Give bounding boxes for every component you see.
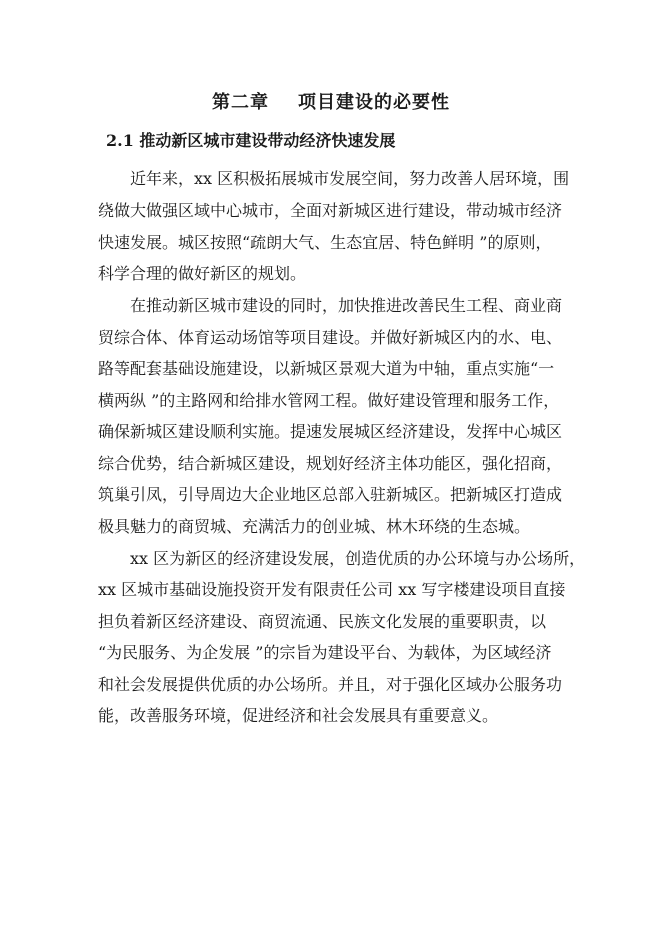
paragraph-line: 路等配套基础设施建设，以新城区景观大道为中轴，重点实施“一 <box>98 359 555 378</box>
paragraph-line: 在推动新区城市建设的同时，加快推进改善民生工程、商业商 <box>130 296 563 315</box>
paragraph-line: 横两纵 ”的主路网和给排水管网工程。做好建设管理和服务工作， <box>98 391 560 410</box>
chapter-title: 第二章 项目建设的必要性 <box>211 92 451 113</box>
paragraph-line: 能，改善服务环境，促进经济和社会发展具有重要意义。 <box>98 706 499 725</box>
paragraph-line: 科学合理的做好新区的规划。 <box>98 264 307 283</box>
paragraph-line: 贸综合体、体育运动场馆等项目建设。并做好新城区内的水、电、 <box>98 328 563 347</box>
paragraph-line: 绕做大做强区域中心城市，全面对新城区进行建设，带动城市经济 <box>98 201 563 220</box>
paragraph-line: xx 区城市基础设施投资开发有限责任公司 xx 写字楼建设项目直接 <box>98 580 566 599</box>
paragraph-line: 筑巢引凤，引导周边大企业地区总部入驻新城区。把新城区打造成 <box>98 485 563 504</box>
paragraph-line: “为民服务、为企发展 ”的宗旨为建设平台、为载体，为区域经济 <box>98 643 552 662</box>
paragraph-line: 近年来，xx 区积极拓展城市发展空间，努力改善人居环境，围 <box>130 169 570 188</box>
paragraph-line: 确保新城区建设顺利实施。提速发展城区经济建设，发挥中心城区 <box>98 422 563 441</box>
section-title: 2.1 推动新区城市建设带动经济快速发展 <box>106 131 396 150</box>
paragraph-line: 综合优势，结合新城区建设，规划好经济主体功能区，强化招商， <box>98 454 563 473</box>
paragraph-line: 快速发展。城区按照“疏朗大气、生态宜居、特色鲜明 ”的原则， <box>98 233 552 252</box>
paragraph-line: 极具魅力的商贸城、充满活力的创业城、林木环绕的生态城。 <box>98 517 531 536</box>
paragraph-line: 和社会发展提供优质的办公场所。并且，对于强化区域办公服务功 <box>98 675 563 694</box>
paragraph-line: xx 区为新区的经济建设发展，创造优质的办公环境与办公场所， <box>130 549 586 568</box>
paragraph-line: 担负着新区经济建设、商贸流通、民族文化发展的重要职责，以 <box>98 612 547 631</box>
